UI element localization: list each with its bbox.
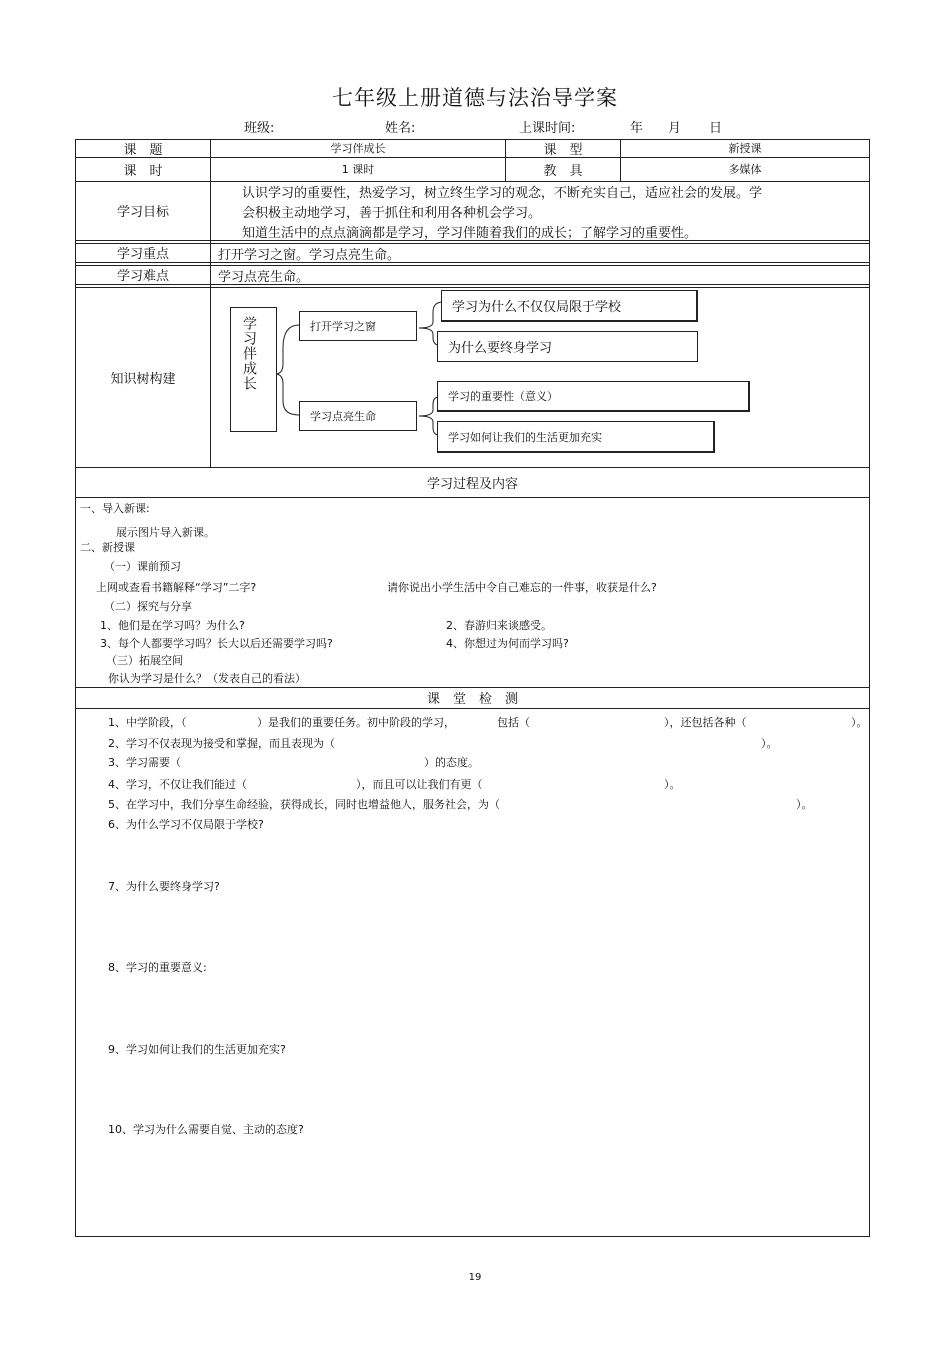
process-line-8: 1、他们是在学习吗？为什么?: [100, 619, 245, 632]
tree-leaf-2-box: [437, 331, 698, 362]
goal-line-1: 认识学习的重要性，热爱学习，树立终生学习的观念，不断充实自己，适应社会的发展。学: [242, 186, 763, 201]
tools-label: 教 具: [543, 163, 583, 179]
process-line-9: 2、春游归来谈感受。: [446, 619, 552, 632]
tree-leaf-4: 学习如何让我们的生活更加充实: [448, 430, 602, 444]
q1-part-4: ），还包括各种（: [664, 716, 747, 729]
q2-part-2: ）。: [761, 737, 778, 750]
process-line-11: 4、你想过为何而学习吗?: [446, 637, 569, 650]
tree-leaf-2: 为什么要终身学习: [448, 341, 553, 356]
type-value: 新授课: [728, 142, 762, 155]
period-value: 1 课时: [341, 163, 375, 176]
tree-branch-1-box: [299, 311, 417, 341]
q9: 9、学习如何让我们的生活更加充实?: [108, 1043, 286, 1056]
q7: 7、为什么要终身学习?: [108, 880, 220, 893]
q1-part-2: ）是我们的重要任务。初中阶段的学习，: [257, 716, 455, 729]
process-heading: 学习过程及内容: [426, 476, 518, 492]
goal-line-2: 会积极主动地学习，善于抓住和利用各种机会学习。: [242, 206, 542, 221]
q2-part-1: 2、学习不仅表现为接受和掌握，而且表现为（: [108, 737, 335, 750]
goal-label: 学习目标: [116, 205, 169, 220]
process-line-5: 上网或查看书籍解释“学习”二字?: [96, 581, 257, 594]
type-label: 课 型: [543, 142, 583, 158]
tree-leaf-4-box: [437, 421, 715, 453]
tree-branch-2-box: [299, 401, 417, 431]
process-line-1: 一、导入新课:: [80, 502, 150, 515]
year-label: 年: [630, 121, 644, 136]
difficulty-value: 学习点亮生命。: [218, 270, 310, 285]
day-label: 日: [709, 121, 723, 136]
process-line-10: 3、每个人都要学习吗？长大以后还需要学习吗?: [100, 637, 333, 650]
difficulty-label: 学习难点: [116, 269, 169, 284]
tree-branch-2: 学习点亮生命: [310, 410, 376, 423]
name-label: 姓名:: [385, 121, 416, 136]
q3-part-2: ）的态度。: [424, 756, 479, 769]
class-label: 班级:: [244, 121, 275, 136]
process-line-7: （二）探究与分享: [104, 600, 192, 613]
class-time-label: 上课时间:: [519, 121, 576, 136]
period-label: 课 时: [123, 163, 163, 179]
tree-label: 知识树构建: [110, 371, 176, 387]
tree-leaf-1-box: [441, 290, 698, 322]
topic-label: 课 题: [123, 142, 163, 158]
tree-root-box: [230, 307, 277, 432]
month-label: 月: [668, 121, 682, 136]
process-line-3: 二、新授课: [80, 541, 135, 554]
q5-part-2: ）。: [796, 798, 813, 811]
process-line-12: （三）拓展空间: [106, 654, 183, 667]
q10: 10、学习为什么需要自觉、主动的态度?: [108, 1123, 304, 1136]
q8: 8、学习的重要意义:: [108, 961, 207, 974]
q1-part-1: 1、中学阶段，（: [108, 716, 187, 729]
q4-part-1: 4、学习，不仅让我们能过（: [108, 778, 247, 791]
process-line-6: 请你说出小学生活中令自己难忘的一件事，收获是什么?: [387, 581, 657, 594]
tools-value: 多媒体: [728, 163, 762, 176]
tree-leaf-1: 学习为什么不仅仅局限于学校: [452, 300, 622, 315]
q1-part-3: 包括（: [497, 716, 530, 729]
q5-part-1: 5、在学习中，我们分享生命经验，获得成长，同时也增益他人，服务社会，为（: [108, 798, 500, 811]
q1-part-5: ）。: [851, 716, 868, 729]
goal-line-3: 知道生活中的点点滴滴都是学习，学习伴随着我们的成长；了解学习的重要性。: [242, 226, 698, 241]
key-label: 学习重点: [116, 247, 169, 262]
tree-leaf-3: 学习的重要性（意义）: [448, 390, 558, 403]
key-value: 打开学习之窗。学习点亮生命。: [218, 248, 401, 263]
test-heading: 课 堂 检 测: [426, 692, 518, 707]
topic-value: 学习伴成长: [330, 142, 386, 155]
page-number: 19: [468, 1272, 482, 1283]
q4-part-3: ）。: [664, 778, 681, 791]
process-line-2: 展示图片导入新课。: [116, 526, 215, 539]
tree-branch-1: 打开学习之窗: [310, 320, 376, 333]
process-line-4: （一）课前预习: [104, 560, 181, 573]
q4-part-2: ），而且可以让我们有更（: [356, 778, 483, 791]
page-title: 七年级上册道德与法治导学案: [332, 86, 618, 110]
q3-part-1: 3、学习需要（: [108, 756, 181, 769]
tree-leaf-3-box: [437, 381, 750, 412]
q6: 6、为什么学习不仅局限于学校?: [108, 818, 264, 831]
tree-root: 学习伴成长: [241, 316, 257, 391]
process-line-13: 你认为学习是什么？（发表自己的看法）: [108, 672, 306, 685]
